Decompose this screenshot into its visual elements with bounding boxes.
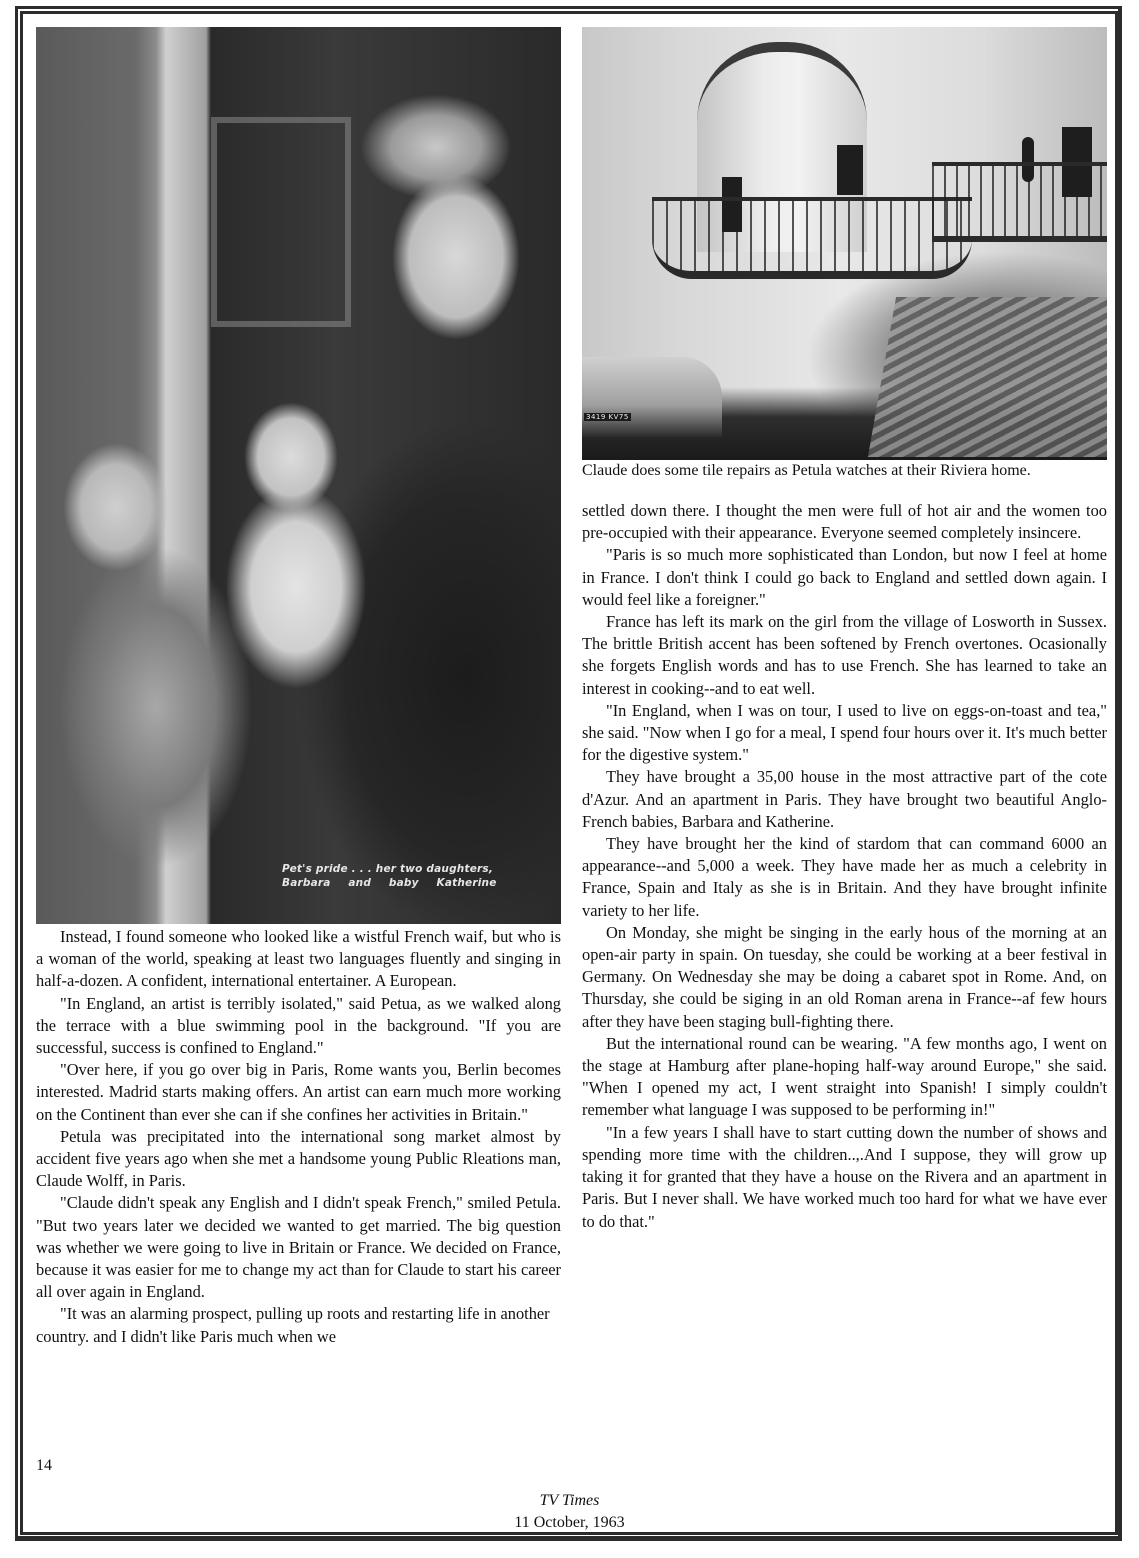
article-column-right: [582, 500, 1107, 1233]
license-plate: 3419 KV75: [586, 413, 629, 421]
paragraph: settled down there. I thought the men were full of hot air and the women too pre-occupied with their appearance. Everyone seemed completely insincere.: [582, 501, 1107, 543]
parked-car: [582, 357, 722, 437]
family-photo: [36, 27, 561, 924]
villa-photo: [582, 27, 1107, 460]
page-number: 14: [36, 1457, 52, 1474]
paragraph: "It was an alarming prospect, pulling up roots and restarting life in another country. and I didn't like Paris much when we: [36, 1304, 550, 1346]
paragraph: Petula was precipitated into the international song market almost by accident five years ago when she met a handsome young Public Rleations man, Claude Wolff, in Paris.: [36, 1126, 561, 1191]
paragraph: "Claude didn't speak any English and I didn't speak French," smiled Petula. "But two years later we decided we wanted to get married. The big question was whether we were going to live in Britain or France. We decided on France, because it was easier for me to change my act than for Claude to start his career all over again in England.: [36, 1193, 561, 1302]
paragraph: "Over here, if you go over big in Paris, Rome wants you, Berlin becomes interested. Madrid starts making offers. An artist can earn much more working on the Continent than ever she can if she confines her activities in Britain.": [36, 1060, 561, 1124]
photo-embedded-caption-line: Barbara and baby Katherine: [282, 877, 497, 889]
paragraph: On Monday, she might be singing in the early hous of the morning at an open-air party in spain. On tuesday, she could be working at a beer festival in Germany. On Wednesday she may be doing a cabaret spot in Rome. And, on Thursday, she could be siging in an old Roman arena in France--af few hours after they have been staging bull-fighting there.: [582, 922, 1107, 1031]
paragraph: Instead, I found someone who looked like a wistful French waif, but who is a woman of the world, speaking at least two languages fluently and singing in half-a-dozen. A confident, international entertainer. A European.: [36, 927, 561, 991]
tiled-roof: [868, 297, 1107, 457]
paragraph: "Paris is so much more sophisticated than London, but now I feel at home in France. I don't think I could go back to England and settled down again. I would feel like a foreigner.": [582, 545, 1107, 609]
footer-publication: TV Times: [539, 1492, 600, 1509]
villa-window: [837, 145, 863, 195]
villa-balcony: [652, 197, 972, 279]
villa-balcony-upper: [932, 162, 1107, 242]
paragraph: But the international round can be wearing. "A few months ago, I went on the stage at Hamburg after plane-hoping half-way around Europe," she said. "When I opened my act, I went straight into Spanish! I simply couldn't remember what language I was supposed to be performing in!": [582, 1033, 1107, 1120]
photo-embedded-caption: [282, 862, 542, 890]
paragraph: "In England, an artist is terribly isolated," said Petua, as we walked along the terrace with a blue swimming pool in the background. "If you are successful, success is confined to England.": [36, 993, 561, 1058]
photo-caption: Claude does some tile repairs as Petula watches at their Riviera home.: [582, 462, 1031, 479]
paragraph: France has left its mark on the girl from the village of Losworth in Sussex. The brittle British accent has been softened by French overtones. Ocasionally she forgets English words and has to use French. She has learned to take an interest in cooking--and to eat well.: [582, 612, 1107, 698]
photo-embedded-caption-line: Pet's pride . . . her two daughters,: [282, 863, 494, 875]
paragraph: They have brought a 35,00 house in the most attractive part of the cote d'Azur. And an apartment in Paris. They have brought two beautiful Anglo-French babies, Barbara and Katherine.: [582, 767, 1107, 831]
paragraph: They have brought her the kind of stardom that can command 6000 an appearance--and 5,000 a week. They have made her as much a celebrity in France, Spain and Italy as she is in Britain. And they have brought infinite variety to her life.: [582, 834, 1107, 920]
article-column-left: [36, 926, 561, 1348]
footer-date: 11 October, 1963: [514, 1514, 625, 1531]
paragraph: "In a few years I shall have to start cutting down the number of shows and spending more time with the children..,.And I suppose, they will grow up taking it for granted that they have a house on the Rivera and an apartment in Paris. But I never shall. We have worked much too hard for what we have ever to do that.": [582, 1122, 1107, 1231]
paragraph: "In England, when I was on tour, I used to live on eggs-on-toast and tea," she said. "Now when I go for a meal, I spend four hours over it. It's much better for the digestive system.": [582, 700, 1107, 765]
photo-window-detail: [211, 117, 351, 327]
